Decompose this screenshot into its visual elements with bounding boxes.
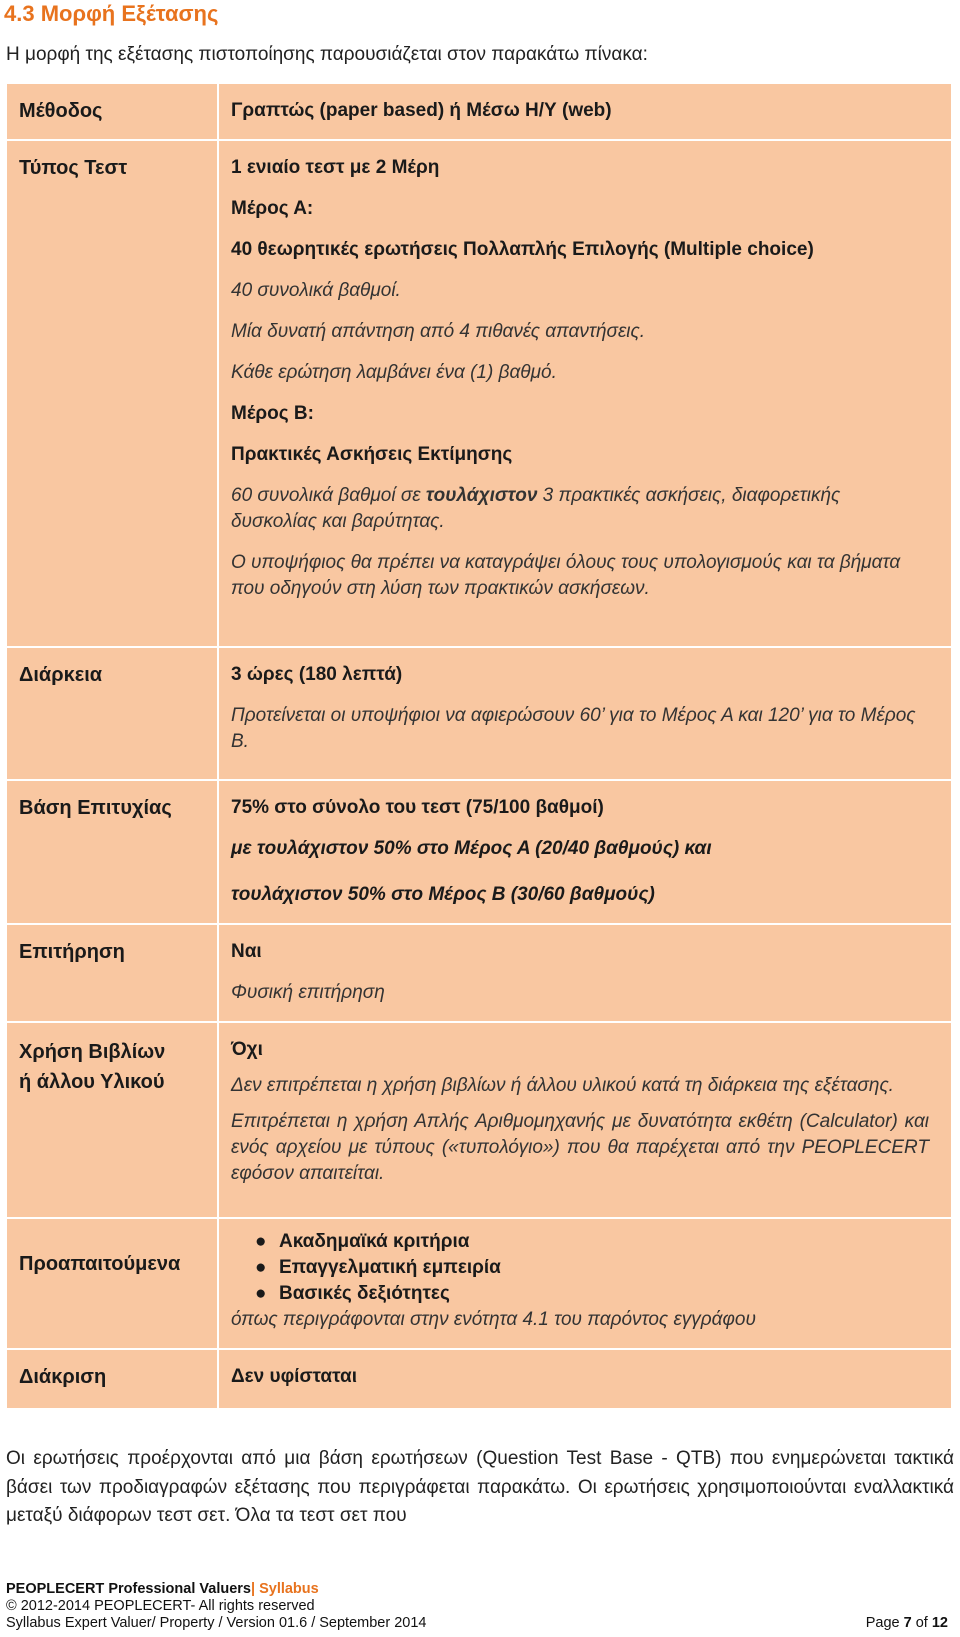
bullet-icon: ● (255, 1231, 267, 1252)
row-distinction (6, 1349, 952, 1409)
books-value: Όχι (231, 1039, 263, 1060)
label-test-type: Τύπος Τεστ (6, 140, 218, 647)
row-duration (6, 647, 952, 780)
duration-value: 3 ώρες (180 λεπτά) (231, 664, 403, 685)
label-prerequisites: Προαπαιτούμενα (6, 1218, 218, 1349)
row-supervision (6, 924, 952, 1022)
calculator-note: Επιτρέπεται η χρήση Απλής Αριθμομηχανής με δυνατότητα εκθέτη (Calculator) και ενός αρχείου με τύπους («τυπολόγιο») που θα παρέχεται από την PEOPLECERT εφόσον απαιτείται. (231, 1111, 929, 1184)
label-duration: Διάρκεια (6, 647, 218, 780)
page-number: Page 7 of 12 (865, 1615, 948, 1631)
page-footer: PEOPLECERT Professional Valuers| Syllabus © 2012-2014 PEOPLECERT- All rights reserved Syllabus Expert Valuer/ Property / Version 01.6 / September 2014 Page 7 of 12 (6, 1581, 954, 1632)
intro-text: Η μορφή της εξέτασης πιστοποίησης παρουσιάζεται στον παρακάτω πίνακα: (6, 44, 648, 65)
row-test-type (6, 140, 952, 647)
list-item: ● Ακαδημαϊκά κριτήρια (255, 1229, 929, 1255)
bullet-icon: ● (255, 1257, 267, 1278)
row-books (6, 1022, 952, 1218)
label-books-1: Χρήση Βιβλίων (19, 1041, 166, 1063)
label-method: Μέθοδος (6, 83, 218, 140)
pass-total: 75% στο σύνολο του τεστ (75/100 βαθμοί) (231, 797, 604, 818)
bullet-icon: ● (255, 1283, 267, 1304)
pass-part-b: τουλάχιστον 50% στο Μέρος Β (30/60 βαθμούς) (231, 884, 655, 905)
label-supervision: Επιτήρηση (6, 924, 218, 1022)
label-distinction: Διάκριση (6, 1349, 218, 1409)
part-a-scoring: Κάθε ερώτηση λαμβάνει ένα (1) βαθμό. (231, 362, 557, 383)
supervision-value: Ναι (231, 941, 262, 962)
supervision-note: Φυσική επιτήρηση (231, 982, 385, 1003)
footer-copyright: © 2012-2014 PEOPLECERT- All rights reserved (6, 1598, 315, 1614)
distinction-value: Δεν υφίσταται (231, 1366, 357, 1387)
pass-part-a: με τουλάχιστον 50% στο Μέρος Α (20/40 βαθμούς) και (231, 838, 712, 859)
part-b-title: Πρακτικές Ασκήσεις Εκτίμησης (231, 444, 513, 465)
label-books-2: ή άλλου Υλικού (19, 1071, 165, 1093)
row-prerequisites (6, 1218, 952, 1349)
duration-note: Προτείνεται οι υποψήφιοι να αφιερώσουν 60’ για το Μέρος Α και 120’ για το Μέρος Β. (231, 705, 916, 752)
list-item: ● Επαγγελματική εμπειρία (255, 1255, 929, 1281)
list-item: ● Βασικές δεξιότητες (255, 1281, 929, 1307)
emphasis-at-least: τουλάχιστον (425, 485, 538, 506)
part-a-points: 40 συνολικά βαθμοί. (231, 280, 401, 301)
footer-brand: PEOPLECERT Professional Valuers (6, 1581, 251, 1597)
exam-format-table (5, 82, 953, 1410)
part-a-heading: Μέρος Α: (231, 198, 314, 219)
row-pass-mark (6, 780, 952, 924)
footer-syllabus: Syllabus (259, 1581, 319, 1597)
body-paragraph: Οι ερωτήσεις προέρχονται από μια βάση ερωτήσεων (Question Test Base - QTB) που ενημερώνεται τακτικά βάσει των προδιαγραφών εξέτασης που περιγράφεται παρακάτω. Οι ερωτήσεις χρησιμοποιούνται εναλλακτικά μεταξύ διάφορων τεστ σετ. Όλα τα τεστ σετ που (6, 1448, 954, 1526)
part-a-answers: Μία δυνατή απάντηση από 4 πιθανές απαντήσεις. (231, 321, 646, 342)
part-b-instructions: Ο υποψήφιος θα πρέπει να καταγράψει όλους τους υπολογισμούς και τα βήματα που οδηγούν στη λύση των πρακτικών ασκήσεων. (231, 552, 901, 599)
part-b-heading: Μέρος Β: (231, 403, 314, 424)
part-a-questions: 40 θεωρητικές ερωτήσεις Πολλαπλής Επιλογής (Multiple choice) (231, 239, 814, 260)
label-pass-mark: Βάση Επιτυχίας (6, 780, 218, 924)
row-method (6, 83, 952, 140)
prerequisites-list (255, 1229, 929, 1307)
value-method: Γραπτώς (paper based) ή Μέσω Η/Υ (web) (231, 100, 612, 121)
section-title: 4.3 Μορφή Εξέτασης (4, 1, 219, 26)
part-b-points: 60 συνολικά βαθμοί σε τουλάχιστον 3 πρακτικές ασκήσεις, διαφορετικής δυσκολίας και βαρύτητας. (231, 485, 841, 532)
prerequisites-note: όπως περιγράφονται στην ενότητα 4.1 του παρόντος εγγράφου (231, 1309, 756, 1330)
books-note: Δεν επιτρέπεται η χρήση βιβλίων ή άλλου υλικού κατά τη διάρκεια της εξέτασης. (231, 1075, 894, 1096)
footer-doc-info: Syllabus Expert Valuer/ Property / Version 01.6 / September 2014 (6, 1615, 427, 1631)
test-type-line: 1 ενιαίο τεστ με 2 Μέρη (231, 157, 440, 178)
